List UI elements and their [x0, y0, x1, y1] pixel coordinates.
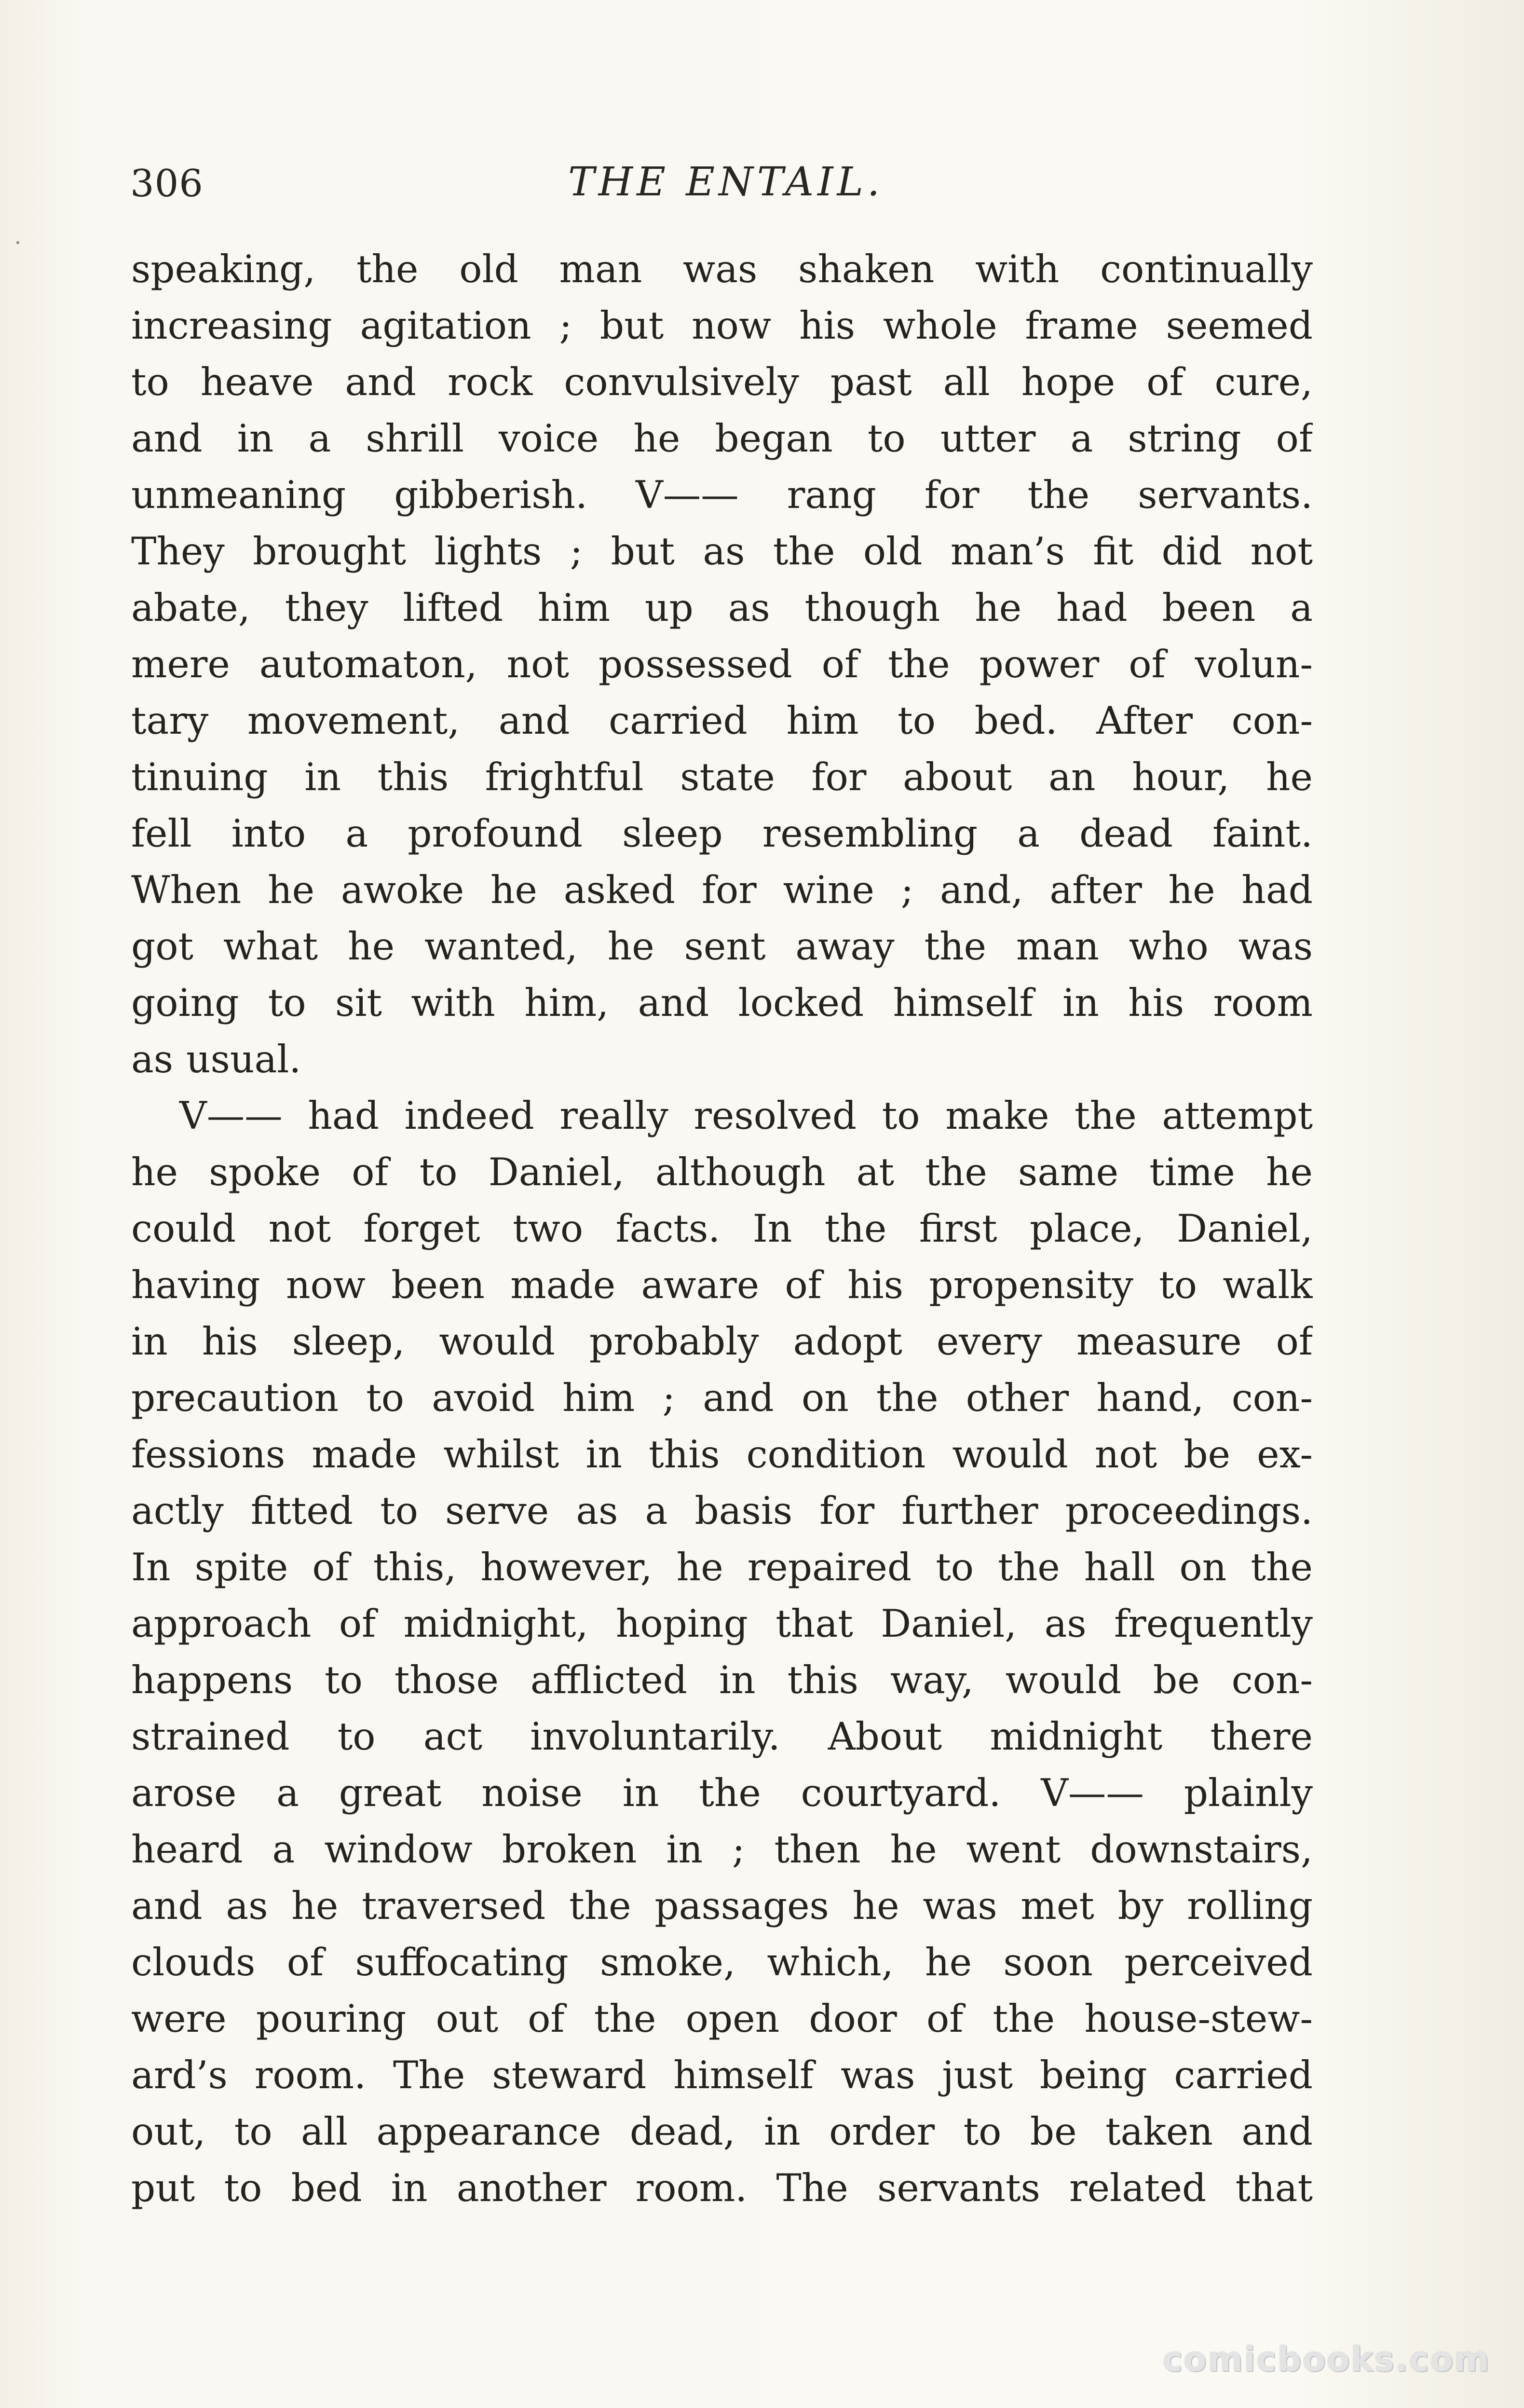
text-line: having now been made aware of his propensity to walk — [131, 1263, 1313, 1307]
text-line: actly fitted to serve as a basis for further proceedings. — [131, 1489, 1313, 1533]
text-line: and in a shrill voice he began to utter a string of — [131, 416, 1313, 461]
text-line: put to bed in another room. The servants related that — [131, 2166, 1313, 2210]
text-line: increasing agitation ; but now his whole frame seemed — [131, 303, 1313, 348]
text-line: abate, they lifted him up as though he had been a — [131, 586, 1313, 630]
text-line: tary movement, and carried him to bed. After con- — [131, 698, 1313, 743]
text-line: strained to act involuntarily. About midnight there — [131, 1714, 1313, 1759]
text-line: clouds of suffocating smoke, which, he soon perceived — [131, 1940, 1313, 1984]
text-line: fessions made whilst in this condition would not be ex- — [131, 1432, 1313, 1477]
paragraph-end-line: as usual. — [131, 1037, 301, 1081]
running-head: THE ENTAIL. — [568, 159, 884, 205]
paper-speck — [16, 241, 19, 244]
text-line: mere automaton, not possessed of the power of volun- — [131, 642, 1313, 686]
page-header — [130, 159, 1321, 217]
text-line: approach of midnight, hoping that Daniel, as frequently — [131, 1601, 1313, 1646]
text-line: tinuing in this frightful state for about an hour, he — [131, 755, 1313, 799]
text-line: arose a great noise in the courtyard. V—— plainly — [131, 1771, 1313, 1815]
text-line: out, to all appearance dead, in order to be taken and — [131, 2109, 1313, 2154]
text-line: got what he wanted, he sent away the man who was — [131, 924, 1313, 969]
text-line: In spite of this, however, he repaired to the hall on the — [131, 1545, 1313, 1589]
body-text — [131, 241, 1313, 2216]
paragraph-start-line: V—— had indeed really resolved to make the attempt — [179, 1094, 1313, 1138]
text-line: happens to those afflicted in this way, would be con- — [131, 1658, 1313, 1702]
text-line: precaution to avoid him ; and on the other hand, con- — [131, 1376, 1313, 1420]
text-line: and as he traversed the passages he was met by rolling — [131, 1884, 1313, 1928]
text-line: heard a window broken in ; then he went downstairs, — [131, 1827, 1313, 1872]
text-line: They brought lights ; but as the old man’s fit did not — [131, 529, 1313, 574]
page-number: 306 — [130, 162, 204, 205]
text-line: fell into a profound sleep resembling a dead faint. — [131, 811, 1313, 856]
text-line: speaking, the old man was shaken with continually — [131, 247, 1313, 291]
site-watermark: comicbooks.com — [1162, 2340, 1490, 2379]
text-line: he spoke of to Daniel, although at the same time he — [131, 1150, 1313, 1194]
text-line: When he awoke he asked for wine ; and, after he had — [131, 868, 1313, 912]
text-line: going to sit with him, and locked himself in his room — [131, 981, 1313, 1025]
text-line: unmeaning gibberish. V—— rang for the servants. — [131, 473, 1313, 517]
text-line: in his sleep, would probably adopt every measure of — [131, 1319, 1313, 1364]
text-line: ard’s room. The steward himself was just being carried — [131, 2053, 1313, 2097]
text-line: could not forget two facts. In the first place, Daniel, — [131, 1206, 1313, 1251]
text-line: to heave and rock convulsively past all hope of cure, — [131, 360, 1313, 404]
text-line: were pouring out of the open door of the house-stew- — [131, 1997, 1313, 2041]
